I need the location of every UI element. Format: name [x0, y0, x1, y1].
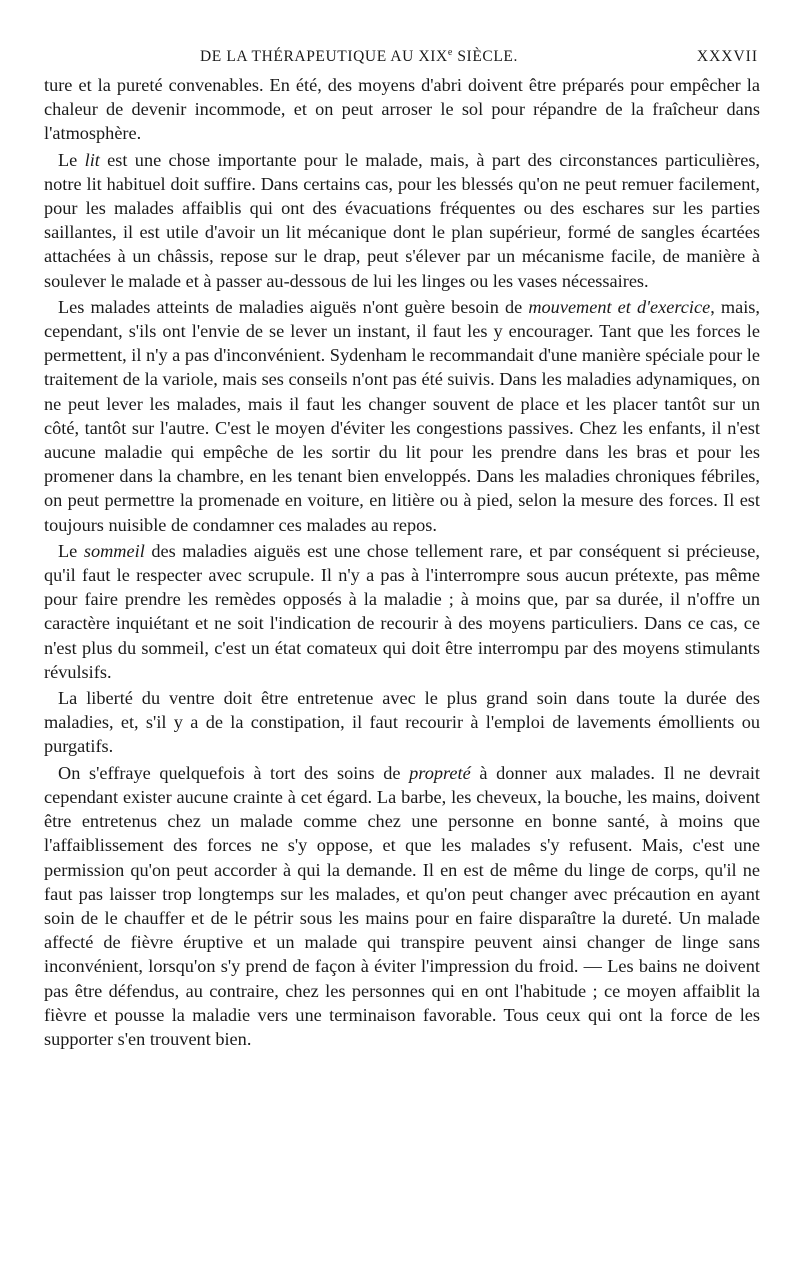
- running-title-main: DE LA THÉRAPEUTIQUE AU XIX: [200, 48, 448, 65]
- paragraph-continuation: [44, 73, 760, 146]
- text-run: On s'effraye quelquefois à tort des soins de: [58, 762, 410, 783]
- text-run: des maladies aiguës est une chose tellement rare, et par conséquent si précieuse, qu'il faut le respecter avec scrupule. Il n'y a pas à l'interrompre sous aucun prétexte, pas même pour faire prendre les remèdes opposés à la maladie ; à moins que, par sa durée, il n'offre un caractère inquiétant et ne soit l'indication de recourir à des moyens particuliers. Dans ce cas, ce n'est plus du sommeil, c'est un état comateux qui doit être interrompu par des moyens stimulants révulsifs.: [44, 540, 760, 682]
- body-text: [44, 73, 760, 1051]
- paragraph-proprete: [44, 761, 760, 1051]
- text-run: Les malades atteints de maladies aiguës n'ont guère besoin de: [58, 296, 529, 317]
- italic-term: mouvement et d'exercice: [528, 296, 711, 317]
- text-run: Le: [58, 149, 85, 170]
- book-page: [44, 38, 760, 1260]
- paragraph-ventre: [44, 686, 760, 759]
- text-run: à donner aux malades. Il ne devrait cependant exister aucune crainte à cet égard. La barbe, les cheveux, la bouche, les mains, doivent être entretenus chez un malade comme chez une personne en bonne santé, à moins que l'affaiblissement des forces ne s'y oppose, et que les malades s'y refusent. Mais, c'est une permission qu'on peut accorder à qui la demande. Il en est de même du linge de corps, qu'il ne faut pas laisser trop longtemps sur les malades, et qu'on peut changer avec précaution en ayant soin de le chauffer et de le pétrir sous les mains pour en faire disparaître la dureté. Un malade affecté de fièvre éruptive et un malade qui transpire peuvent ainsi changer de linge sans inconvénient, lorsqu'on s'y prend de façon à éviter l'impression du froid. — Les bains ne doivent pas être défendus, au contraire, chez les personnes qui en ont l'habitude ; ce moyen affaiblit la fièvre et pousse la maladie vers une terminaison favorable. Tous ceux qui ont la force de les supporter s'en trouvent bien.: [44, 762, 760, 1049]
- running-title-superscript: e: [447, 46, 453, 58]
- text-run: , mais, cependant, s'ils ont l'envie de se lever un instant, il faut les y encourager. Tant que les forces le permettent, il n'y a pas d'inconvénient. Sydenham le recommandait d'une manière spéciale pour le traitement de la variole, mais ses conseils n'ont pas été suivis. Dans les maladies adynamiques, on ne peut lever les malades, mais il faut les changer souvent de place et les placer tantôt sur un côté, tantôt sur l'autre. C'est le moyen d'éviter les congestions passives. Chez les enfants, il n'est aucune maladie qui empêche de les sortir du lit pour les prendre dans les bras et pour les promener dans la chambre, en les tenant bien enveloppés. Dans les maladies chroniques fébriles, on peut permettre la promenade en voiture, en litière ou à pied, selon la mesure des forces. Il est toujours nuisible de condamner ces malades au repos.: [44, 296, 760, 535]
- running-title: [200, 48, 518, 66]
- running-title-end: SIÈCLE.: [452, 48, 518, 65]
- text-run: La liberté du ventre doit être entretenue avec le plus grand soin dans toute la durée des maladies, et, s'il y a de la constipation, il faut recourir à l'emploi de lavements émollients ou purgatifs.: [44, 688, 760, 757]
- paragraph-sommeil: [44, 539, 760, 684]
- paragraph-lit: [44, 148, 760, 293]
- italic-term: lit: [84, 149, 100, 170]
- running-head: [44, 38, 760, 68]
- text-run: ture et la pureté convenables. En été, des moyens d'abri doivent être préparés pour empêcher la chaleur de devenir incommode, et on peut arroser le sol pour répandre de la fraîcheur dans l'atmosphère.: [44, 75, 760, 144]
- text-run: est une chose importante pour le malade, mais, à part des circonstances particulières, notre lit habituel doit suffire. Dans certains cas, pour les blessés qu'on ne peut remuer facilement, pour les malades affaiblis qui ont des évacuations fréquentes ou des eschares sur les parties saillantes, il est utile d'avoir un lit mécanique dont le plan supérieur, formé de sangles écartées attachées à un châssis, repose sur le drap, peut s'élever par un mécanisme facile, de manière à soulever le malade et à passer au-dessous de lui les linges ou les vases nécessaires.: [44, 149, 760, 291]
- italic-term: propreté: [409, 762, 471, 783]
- paragraph-mouvement: [44, 295, 760, 537]
- page-number: XXXVII: [696, 48, 758, 65]
- italic-term: sommeil: [83, 540, 145, 561]
- text-run: Le: [58, 540, 84, 561]
